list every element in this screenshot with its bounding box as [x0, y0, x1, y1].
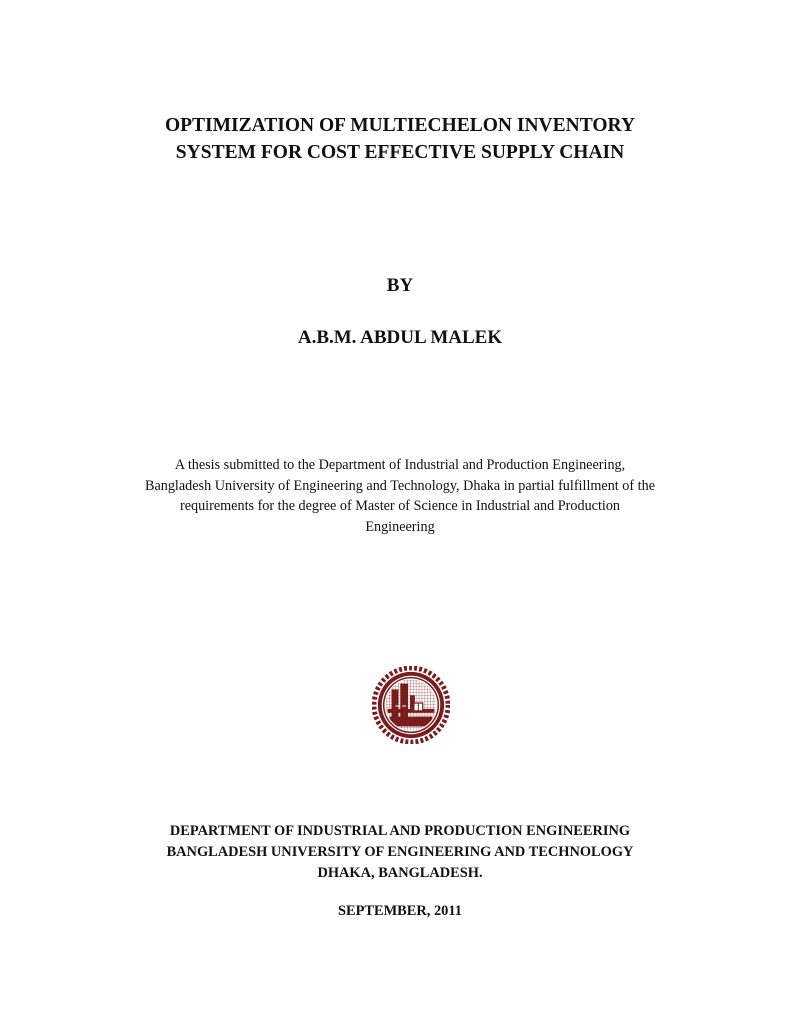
institution-block	[0, 821, 800, 884]
thesis-title-line-1: OPTIMIZATION OF MULTIECHELON INVENTORY	[164, 115, 636, 136]
statement-line-3: requirements for the degree of Master of Science in Industrial and Production	[179, 498, 621, 514]
thesis-title	[0, 112, 800, 166]
thesis-title-line-2: SYSTEM FOR COST EFFECTIVE SUPPLY CHAIN	[175, 142, 625, 163]
university-name: BANGLADESH UNIVERSITY OF ENGINEERING AND TECHNOLOGY	[166, 844, 634, 860]
submission-statement	[0, 455, 800, 537]
statement-line-4: Engineering	[365, 518, 435, 535]
by-label: BY	[386, 275, 414, 296]
location: DHAKA, BANGLADESH.	[317, 865, 483, 881]
statement-line-2: Bangladesh University of Engineering and Technology, Dhaka in partial fulfillment of the	[144, 477, 655, 494]
department-name: DEPARTMENT OF INDUSTRIAL AND PRODUCTION ENGINEERING	[169, 823, 631, 839]
author-name: A.B.M. ABDUL MALEK	[297, 327, 503, 348]
university-seal-icon	[372, 666, 450, 744]
statement-line-1: A thesis submitted to the Department of Industrial and Production Engineering,	[174, 457, 626, 473]
submission-date: SEPTEMBER, 2011	[338, 903, 462, 919]
